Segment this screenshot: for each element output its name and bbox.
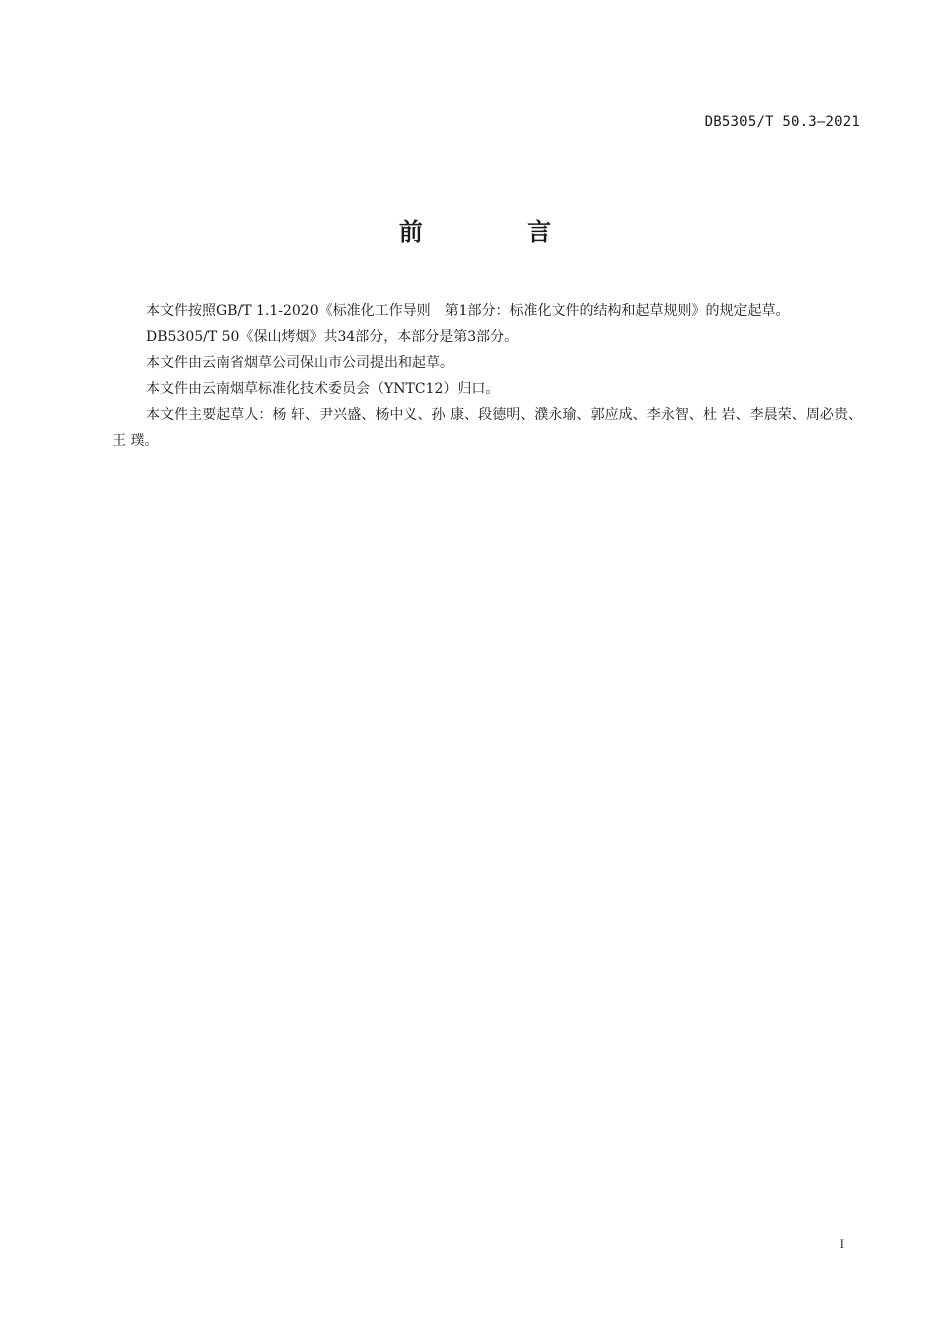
paragraph-drafters: 本文件主要起草人：杨 轩、尹兴盛、杨中义、孙 康、段德明、濮永瑜、郭应成、李永智、杜 岩、李晨荣、周必贵、王 璞。 (112, 407, 862, 449)
paragraph-proposer: 本文件由云南省烟草公司保山市公司提出和起草。 (146, 355, 454, 371)
section-title: 前 言 (398, 218, 600, 246)
paragraph-standard-parts: DB5305/T 50《保山烤烟》共34部分，本部分是第3部分。 (146, 329, 519, 345)
paragraph-committee: 本文件由云南烟草标准化技术委员会（YNTC12）归口。 (146, 381, 500, 397)
page-number: I (839, 1236, 844, 1251)
document-code: DB5305/T 50.3—2021 (704, 114, 860, 130)
foreword-body (112, 298, 862, 454)
paragraph-drafting-rules: 本文件按照GB/T 1.1-2020《标准化工作导则 第1部分：标准化文件的结构和起草规则》的规定起草。 (146, 303, 790, 319)
